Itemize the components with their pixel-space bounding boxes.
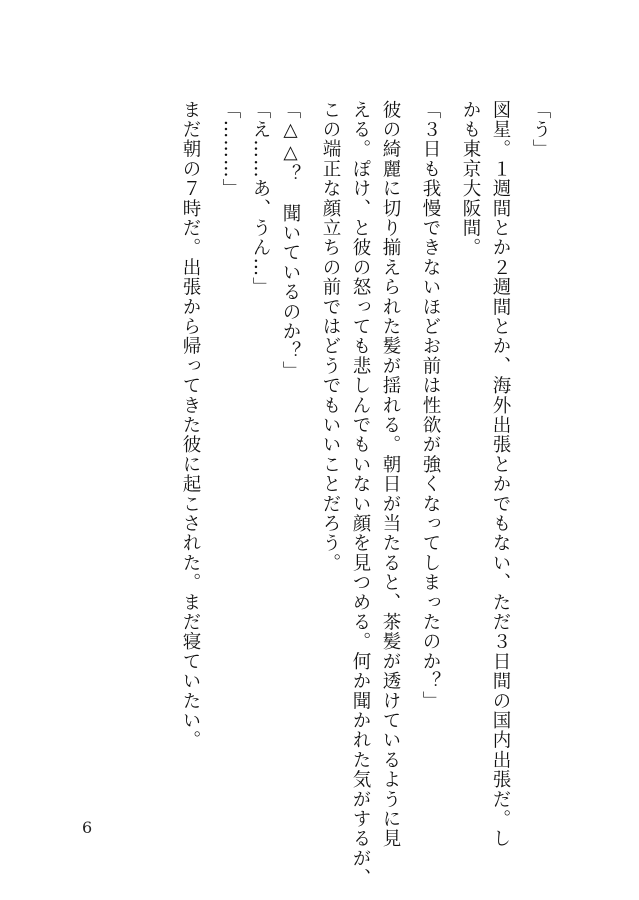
paragraph-gap <box>515 100 525 720</box>
dialogue-line-listening: 「△△？ 聞いているのか？」 <box>280 100 301 381</box>
narration-line-2: かも東京大阪間。 <box>460 100 481 258</box>
vertical-text-body <box>175 100 555 888</box>
narration-line-6: まだ朝の７時だ。出張から帰ってきた彼に起こされた。まだ寝ていたい。 <box>180 100 201 751</box>
dialogue-line-question: 「３日も我慢できないほどお前は性欲が強くなってしまったのか？」 <box>420 100 441 711</box>
paragraph-gap <box>305 100 315 720</box>
narration-line-3: 彼の綺麗に切り揃えられた髪が揺れる。朝日が当たると、茶髪が透けているように見 <box>380 100 401 849</box>
narration-line-1: 図星。１週間とか２週間とか、海外出張とかでもない、ただ３日間の国内出張だ。し <box>490 100 511 849</box>
dialogue-line-u: 「う」 <box>530 100 551 160</box>
narration-line-5: この端正な顔立ちの前ではどうでもいいことだろう。 <box>320 100 341 573</box>
paragraph-gap <box>405 100 415 720</box>
narration-line-4: える。ぽけ、と彼の怒っても悲しんでもいない顔を見つめる。何か聞かれた気がするが、 <box>350 100 371 888</box>
dialogue-line-reply: 「え……あ、うん…」 <box>250 100 271 297</box>
dialogue-line-silence: 「………」 <box>220 100 241 199</box>
paragraph-gap <box>205 100 215 720</box>
page-number: 6 <box>82 818 93 837</box>
paragraph-gap <box>445 100 455 720</box>
